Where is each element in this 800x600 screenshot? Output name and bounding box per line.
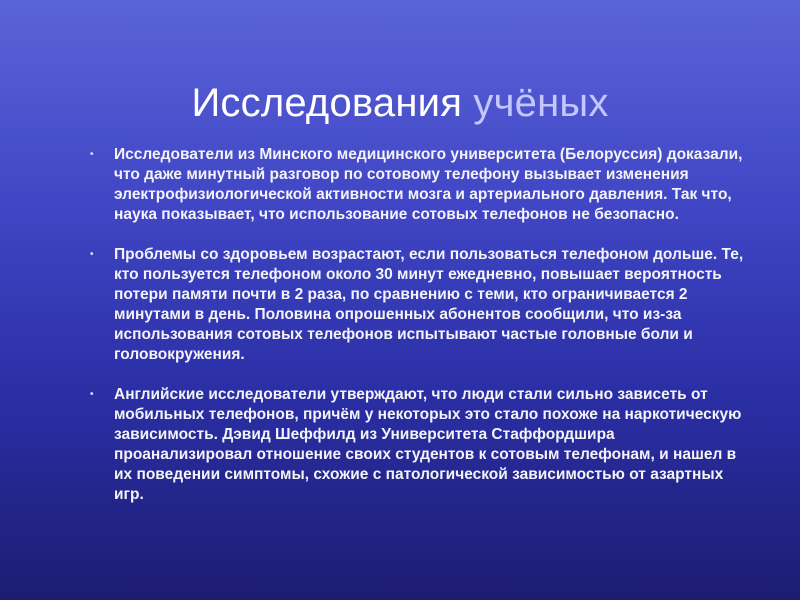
slide-title-word-1: Исследования — [191, 80, 463, 125]
bullet-list — [90, 145, 750, 525]
bullet-item — [90, 245, 750, 365]
bullet-dot-icon: • — [90, 149, 94, 160]
bullet-text: Исследователи из Минского медицинского университета (Белоруссия) доказали, что даже минутный разговор по сотовому телефону вызывает изменения электрофизиологической активности мозга и артериального давления. Так что, наука показывает, что использование сотовых телефонов не безопасно. — [114, 146, 743, 223]
bullet-item — [90, 385, 750, 505]
bullet-dot-icon: • — [90, 249, 94, 260]
slide-title-word-2: учёных — [473, 80, 609, 125]
slide-title — [0, 79, 800, 127]
bullet-item — [90, 145, 750, 225]
bullet-text: Английские исследователи утверждают, что люди стали сильно зависеть от мобильных телефонов, причём у некоторых это стало похоже на наркотическую зависимость. Дэвид Шеффилд из Университета Стаффордшира проанализировал отношение своих студентов к сотовым телефонам, и нашел в их поведении симптомы, схожие с патологической зависимостью от азартных игр. — [114, 386, 742, 503]
bullet-text: Проблемы со здоровьем возрастают, если пользоваться телефоном дольше. Те, кто пользуется телефоном около 30 минут ежедневно, повышает вероятность потери памяти почти в 2 раза, по сравнению с теми, кто ограничивается 2 минутами в день. Половина опрошенных абонентов сообщили, что из-за использования сотовых телефонов испытывают частые головные боли и головокружения. — [114, 246, 744, 363]
bullet-dot-icon: • — [90, 389, 94, 400]
